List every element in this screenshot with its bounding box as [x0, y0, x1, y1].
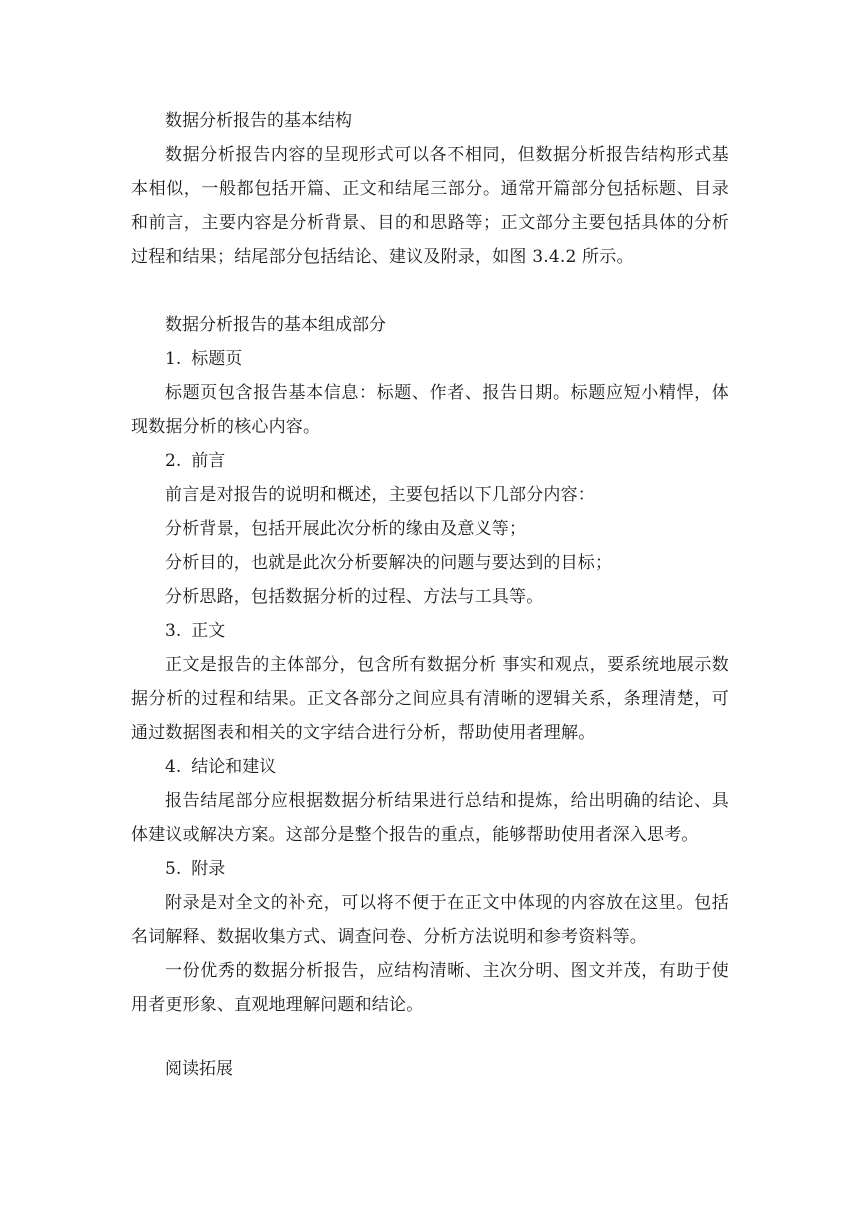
paragraph-structure: 数据分析报告内容的呈现形式可以各不相同，但数据分析报告结构形式基本相似，一般都包括开篇、正文和结尾三部分。通常开篇部分包括标题、目录和前言，主要内容是分析背景、目的和思路等；正文部分主要包括具体的分析过程和结果；结尾部分包括结论、建议及附录，如图 3.4.2 所示。 [131, 145, 729, 267]
numbered-heading-preface [165, 449, 225, 473]
section-heading-reading: 阅读拓展 [165, 1059, 233, 1079]
heading-number: 4. [165, 757, 182, 777]
numbered-heading-title-page [165, 347, 242, 371]
paragraph-body: 正文是报告的主体部分，包含所有数据分析 事实和观点，要系统地展示数据分析的过程和结果。正文各部分之间应具有清晰的逻辑关系，条理清楚，可通过数据图表和相关的文字结合进行分析，帮助使用者理解。 [131, 655, 729, 743]
numbered-heading-appendix [165, 857, 225, 881]
numbered-heading-conclusions [165, 755, 276, 779]
numbered-heading-body [165, 619, 225, 643]
paragraph-preface-purpose: 分析目的，也就是此次分析要解决的问题与要达到的目标； [165, 553, 613, 573]
heading-number: 3. [165, 621, 182, 641]
paragraph-appendix: 附录是对全文的补充，可以将不便于在正文中体现的内容放在这里。包括名词解释、数据收集方式、调查问卷、分析方法说明和参考资料等。 [131, 893, 729, 947]
paragraph-preface-approach: 分析思路，包括数据分析的过程、方法与工具等。 [165, 587, 544, 607]
heading-text: 结论和建议 [191, 757, 277, 777]
section-heading-components: 数据分析报告的基本组成部分 [165, 315, 386, 335]
paragraph-conclusions: 报告结尾部分应根据数据分析结果进行总结和提炼，给出明确的结论、具体建议或解决方案。这部分是整个报告的重点，能够帮助使用者深入思考。 [131, 791, 729, 845]
heading-number: 2. [165, 451, 182, 471]
heading-text: 前言 [191, 451, 226, 471]
paragraph-preface-background: 分析背景，包括开展此次分析的缘由及意义等； [165, 519, 527, 539]
heading-text: 附录 [191, 859, 226, 879]
paragraph-preface-intro: 前言是对报告的说明和概述，主要包括以下几部分内容： [165, 485, 595, 505]
section-heading-structure: 数据分析报告的基本结构 [165, 111, 352, 131]
paragraph-summary: 一份优秀的数据分析报告，应结构清晰、主次分明、图文并茂，有助于使用者更形象、直观地理解问题和结论。 [131, 961, 729, 1015]
heading-number: 5. [165, 859, 182, 879]
heading-text: 正文 [191, 621, 226, 641]
heading-text: 标题页 [191, 349, 243, 369]
paragraph-title-page: 标题页包含报告基本信息：标题、作者、报告日期。标题应短小精悍，体现数据分析的核心内容。 [131, 383, 729, 437]
heading-number: 1. [165, 349, 182, 369]
